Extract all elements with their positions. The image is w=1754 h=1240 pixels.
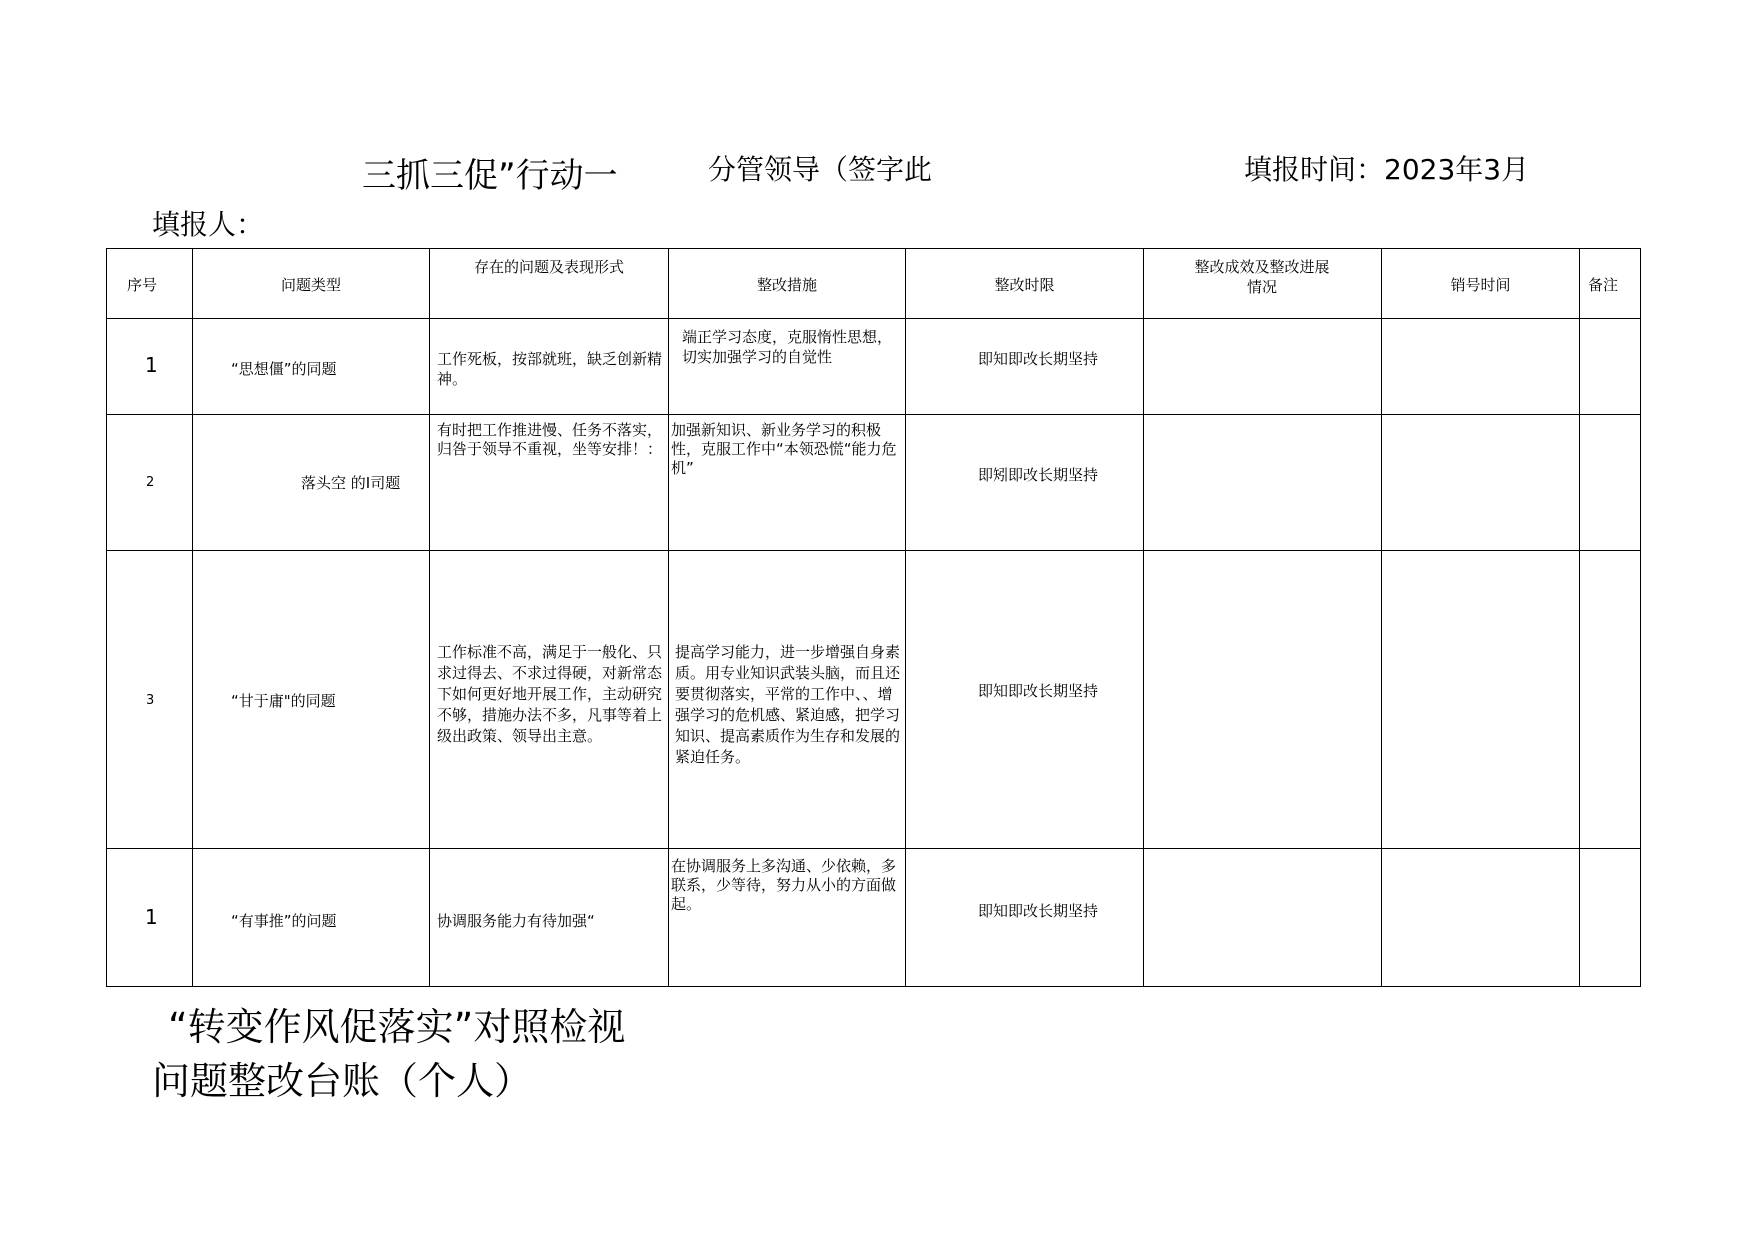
footer-title-line1: “转变作风促落实”对照检视	[168, 1005, 626, 1049]
table-row	[107, 849, 1641, 987]
col-header-measure: 整改措施	[669, 249, 906, 319]
table-row	[107, 415, 1641, 551]
cell-seq: 3	[107, 551, 193, 849]
footer-title-line2: 问题整改台账（个人）	[152, 1059, 533, 1103]
cell-problem: 工作标准不高，满足于一般化、只求过得去、不求过得硬，对新常态下如何更好地开展工作，主动研究不够，措施办法不多，凡事等着上级出政策、领导出主意。	[430, 551, 669, 849]
cell-deadline: 即知即改长期坚持	[906, 551, 1144, 849]
col-header-remark: 备注	[1580, 249, 1641, 319]
cell-type: “甘于庸"的同题	[193, 551, 430, 849]
cell-problem: 协调服务能力有待加强“	[430, 849, 669, 987]
cell-close-time	[1382, 551, 1580, 849]
cell-deadline: 即知即改长期坚持	[906, 849, 1144, 987]
cell-type: “有事推”的问题	[193, 849, 430, 987]
cell-remark	[1580, 551, 1641, 849]
col-header-type: 问题类型	[193, 249, 430, 319]
cell-deadline: 即矧即改长期坚持	[906, 415, 1144, 551]
cell-type: 落头空 的I司题	[193, 415, 430, 551]
rectification-ledger-table	[106, 248, 1641, 987]
cell-seq: 1	[107, 319, 193, 415]
cell-remark	[1580, 415, 1641, 551]
col-header-effect: 整改成效及整改进展情况	[1144, 249, 1382, 319]
cell-close-time	[1382, 319, 1580, 415]
cell-seq: 1	[107, 849, 193, 987]
cell-remark	[1580, 849, 1641, 987]
cell-measure: 提高学习能力，进一步增强自身素质。用专业知识武装头脑，而且还要贯彻落实，平常的工作中、、增强学习的危机感、紧迫感，把学习知识、提高素质作为生存和发展的紧迫任务。	[669, 551, 906, 849]
cell-seq: 2	[107, 415, 193, 551]
table-header-row	[107, 249, 1641, 319]
table-row	[107, 551, 1641, 849]
cell-deadline: 即知即改长期坚持	[906, 319, 1144, 415]
cell-effect	[1144, 551, 1382, 849]
title-part1: 三抓三促”行动一	[362, 156, 618, 196]
cell-type: “思想僵”的同题	[193, 319, 430, 415]
cell-measure: 加强新知识、新业务学习的积极性，克服工作中“本领恐慌“能力危机”	[669, 415, 906, 551]
table-row	[107, 319, 1641, 415]
cell-problem: 有时把工作推进慢、任务不落实，归咎于领导不重视，坐等安排！：	[430, 415, 669, 551]
cell-measure: 在协调服务上多沟通、少依赖，多联系，少等待，努力从小的方面做起。	[669, 849, 906, 987]
filler-label: 填报人：	[152, 208, 265, 241]
cell-effect	[1144, 319, 1382, 415]
title-part2: 分管领导（签字此	[708, 153, 933, 186]
report-time: 填报时间：2023年3月	[1244, 153, 1530, 186]
cell-effect	[1144, 415, 1382, 551]
col-header-deadline: 整改时限	[906, 249, 1144, 319]
cell-close-time	[1382, 415, 1580, 551]
col-header-close-time: 销号时间	[1382, 249, 1580, 319]
cell-close-time	[1382, 849, 1580, 987]
cell-remark	[1580, 319, 1641, 415]
cell-measure: 端正学习态度，克服惰性思想，切实加强学习的自觉性	[669, 319, 906, 415]
col-header-problem: 存在的问题及表现形式	[430, 249, 669, 319]
cell-problem: 工作死板，按部就班，缺乏创新精神。	[430, 319, 669, 415]
cell-effect	[1144, 849, 1382, 987]
col-header-seq: 序号	[107, 249, 193, 319]
